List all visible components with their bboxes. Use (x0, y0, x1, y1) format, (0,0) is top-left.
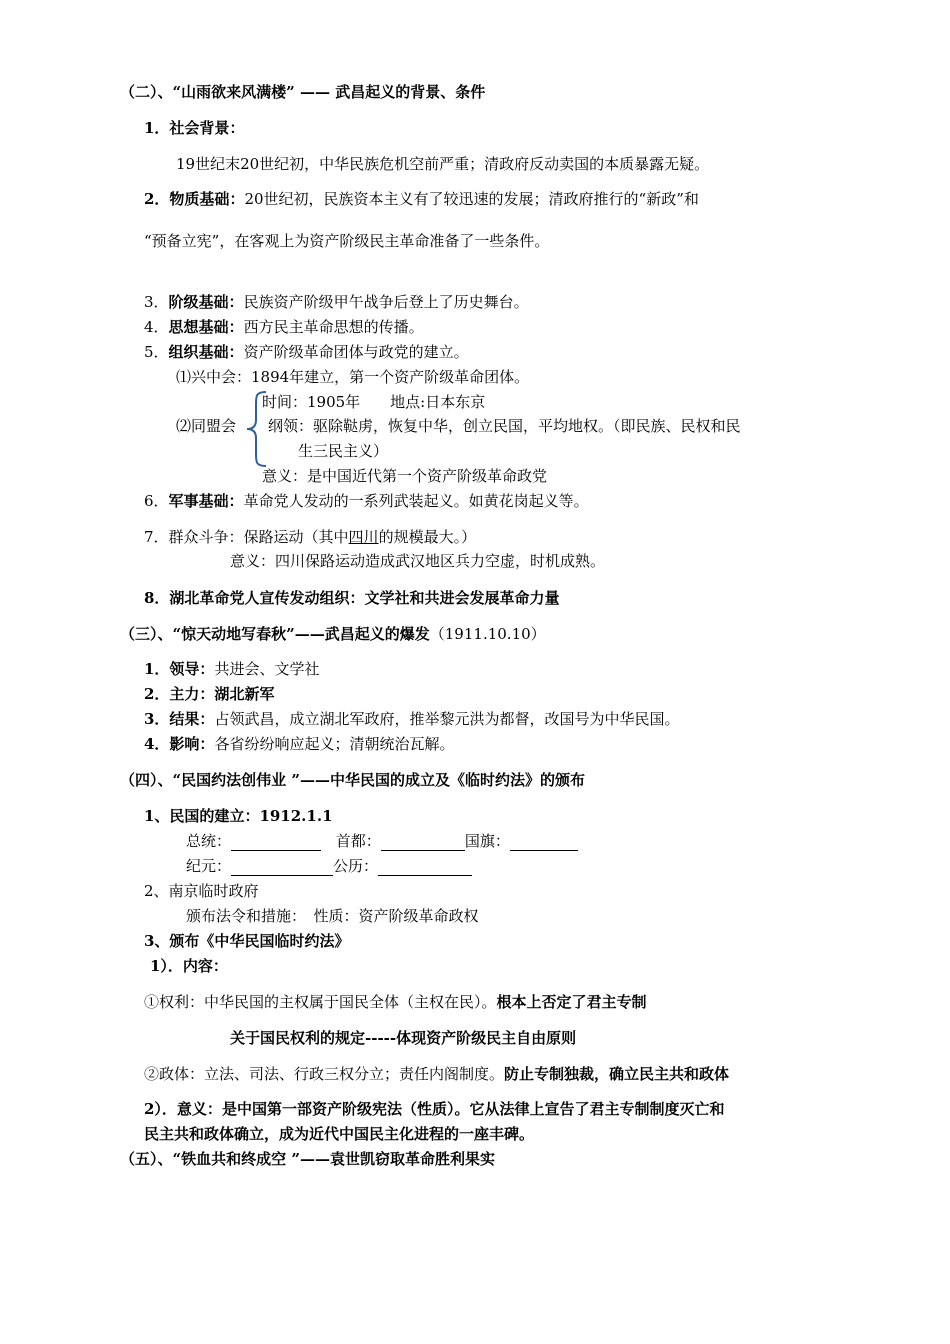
capital-label: 首都： (335, 832, 381, 850)
item-number: 5． (144, 343, 169, 361)
item-text: 各省纷纷响应起义；清朝统治瓦解。 (214, 735, 455, 753)
item-text: 革命党人发动的一系列武装起义。如黄花岗起义等。 (243, 492, 589, 510)
president-blank[interactable] (231, 834, 321, 851)
rights-text: ①权利：中华民国的主权属于国民全体（主权在民）。 (144, 993, 497, 1011)
item-number: 6． (144, 492, 169, 510)
item-text: 西方民主革命思想的传播。 (243, 318, 424, 336)
item-leadership (144, 659, 319, 679)
calendar-label: 公历： (333, 857, 379, 875)
rights-emphasis: 根本上否定了君主专制 (496, 993, 647, 1011)
sichuan-underlined: 四川 (348, 528, 379, 546)
item-text: 的规模最大。） (378, 528, 477, 546)
content-polity (144, 1064, 729, 1084)
content-label: 1）．内容： (150, 957, 228, 975)
polity-emphasis: 防止专制独裁，确立民主共和政体 (504, 1065, 730, 1083)
item-organizational-basis (144, 342, 469, 362)
tongmenghui-program: 纲领：驱除鞑虏，恢复中华，创立民国，平均地权。（即民族、民权和民 (268, 417, 741, 435)
rights-provision: 关于国民权利的规定-----体现资产阶级民主自由原则 (230, 1029, 577, 1047)
era-blank[interactable] (231, 859, 333, 876)
item-label: 4．影响： (144, 735, 215, 753)
item-nanjing-government: 2、南京临时政府 (144, 882, 259, 900)
section-3-heading (120, 624, 546, 644)
heading-date: （1911.10.10） (429, 625, 546, 643)
item-social-background (144, 118, 244, 138)
polity-text: ②政体：立法、司法、行政三权分立；责任内阁制度。 (144, 1065, 505, 1083)
item-text: 共进会、文学社 (214, 660, 320, 678)
item-founding: 1、民国的建立：1912.1.1 (144, 807, 333, 825)
item-label: 2．物质基础： (144, 190, 245, 208)
flag-label: 国旗： (464, 832, 510, 850)
item-text: 20世纪初，民族资本主义有了较迅速的发展；清政府推行的“新政”和 (244, 190, 699, 208)
flag-blank[interactable] (510, 834, 578, 851)
item-label: 阶级基础： (168, 293, 244, 311)
significance-line-2: 民主共和政体确立，成为近代中国民主化进程的一座丰碑。 (144, 1125, 535, 1143)
material-basis-text-cont: “预备立宪”，在客观上为资产阶级民主革命准备了一些条件。 (144, 232, 550, 250)
section-5-heading: （五）、“铁血共和终成空 ”——袁世凯窃取革命胜利果实 (120, 1150, 495, 1168)
capital-blank[interactable] (381, 834, 465, 851)
blank-row-1 (186, 831, 578, 851)
item-text: 资产阶级革命团体与政党的建立。 (243, 343, 469, 361)
item-label: 1．社会背景： (144, 119, 245, 137)
item-main-force: 2．主力：湖北新军 (144, 685, 275, 703)
item-label: 1．领导： (144, 660, 215, 678)
item-hubei-organization: 8．湖北革命党人宣传发动组织：文学社和共进会发展革命力量 (144, 589, 560, 607)
social-background-text: 19世纪末20世纪初，中华民族危机空前严重；清政府反动卖国的本质暴露无疑。 (176, 155, 710, 173)
xingzhonghui-line: ⑴兴中会：1894年建立，第一个资产阶级革命团体。 (176, 368, 530, 386)
item-mass-struggle (144, 527, 476, 547)
item-label: 组织基础： (168, 343, 244, 361)
content-rights (144, 992, 647, 1012)
item-text: 民族资产阶级甲午战争后登上了历史舞台。 (243, 293, 529, 311)
tongmenghui-label: ⑵同盟会 (176, 417, 237, 435)
item-ideological-basis (144, 317, 424, 337)
item-label: 思想基础： (168, 318, 244, 336)
calendar-blank[interactable] (378, 859, 472, 876)
tongmenghui-program-cont: 生三民主义） (298, 442, 389, 460)
item-material-basis (144, 189, 699, 209)
item-result (144, 709, 679, 729)
item-label: 3．结果： (144, 710, 215, 728)
blank-row-2 (186, 856, 472, 876)
item-class-basis (144, 292, 529, 312)
mass-struggle-meaning: 意义：四川保路运动造成武汉地区兵力空虚，时机成熟。 (230, 552, 606, 570)
item-number: 3． (144, 293, 169, 311)
nanjing-government-sub: 颁布法令和措施： 性质：资产阶级革命政权 (186, 907, 479, 925)
item-text: 占领武昌，成立湖北军政府，推举黎元洪为都督，改国号为中华民国。 (214, 710, 680, 728)
significance-line-1: 2）．意义：是中国第一部资产阶级宪法（性质）。它从法律上宣告了君主专制制度灭亡和 (144, 1100, 725, 1118)
section-2-heading: （二）、“山雨欲来风满楼” —— 武昌起义的背景、条件 (120, 83, 486, 101)
section-4-heading: （四）、“民国约法创伟业 ”——中华民国的成立及《临时约法》的颁布 (120, 771, 585, 789)
tongmenghui-meaning: 意义：是中国近代第一个资产阶级革命政党 (262, 467, 548, 485)
item-number: 4． (144, 318, 169, 336)
item-text: 7．群众斗争：保路运动（其中 (144, 528, 349, 546)
item-label: 军事基础： (168, 492, 244, 510)
president-label: 总统： (186, 832, 232, 850)
item-military-basis (144, 491, 589, 511)
item-provisional-constitution: 3、颁布《中华民国临时约法》 (144, 932, 350, 950)
item-influence (144, 734, 454, 754)
era-label: 纪元： (186, 857, 232, 875)
tongmenghui-time-place: 时间：1905年 地点:日本东京 (262, 393, 486, 411)
heading-text: （三）、“惊天动地写春秋”——武昌起义的爆发 (120, 625, 430, 643)
